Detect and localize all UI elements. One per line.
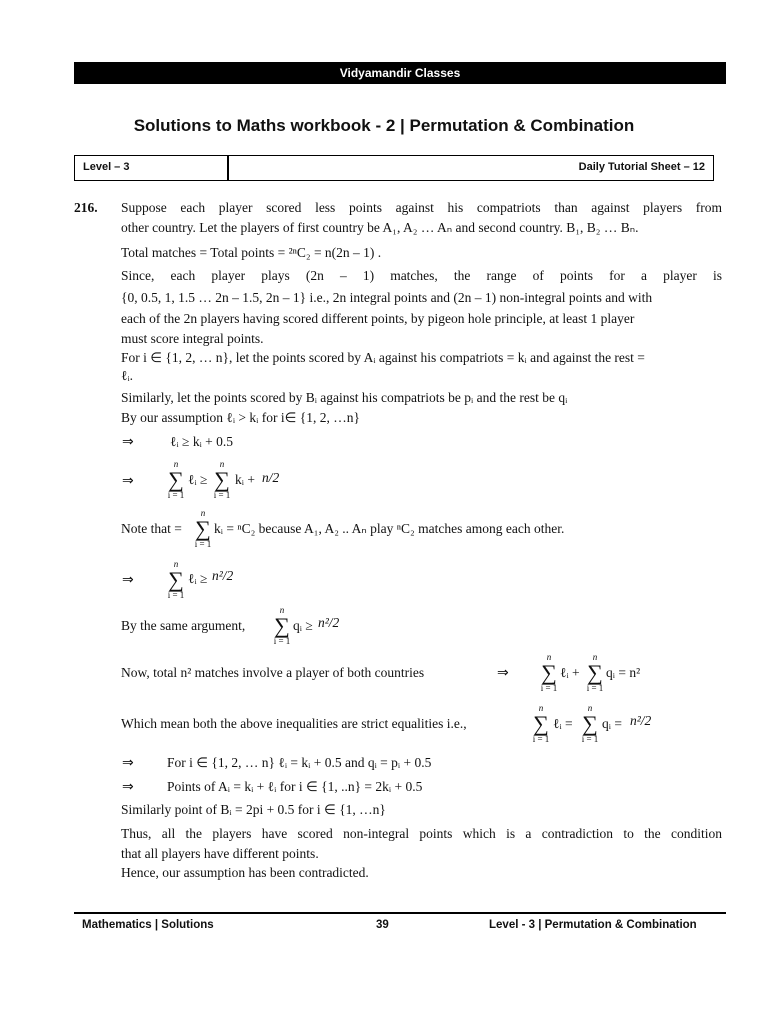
footer-right: Level - 3 | Permutation & Combination [489,919,697,931]
fraction-n2-over-2: n²/2 [630,713,652,728]
sigma-symbol: ∑ [541,660,557,685]
summation [193,509,213,549]
hence-text: Hence, our assumption has been contradicted. [121,865,369,880]
implies-arrow: ⇒ [122,779,134,795]
sum-lower-limit: i = 1 [167,490,185,500]
implies-arrow: ⇒ [122,755,134,771]
sheet-label: Daily Tutorial Sheet – 12 [578,161,705,173]
thus-line-1: Thus, all the players have scored non-integral points which is a contradiction to the condition [121,826,722,841]
level-box-divider [227,156,229,180]
sum-lower-limit: i = 1 [167,590,185,600]
fraction-n2-over-2: n²/2 [318,615,340,630]
summation [531,704,551,744]
sigma-symbol: ∑ [587,660,603,685]
footer-left: Mathematics | Solutions [82,919,214,931]
summation [166,460,186,500]
summation [166,560,186,600]
implies-arrow: ⇒ [122,434,134,450]
sigma-symbol: ∑ [195,516,211,541]
text-line-1: Suppose each player scored less points against his compatriots than against players from [121,200,722,215]
sum-lower-limit: i = 1 [586,683,604,693]
text-line-6: each of the 2n players having scored different points, by pigeon hole principle, at least 1 player [121,311,635,326]
question-number: 216. [74,200,98,215]
now-total-text: Now, total n² matches involve a player of both countries [121,665,425,680]
text-line-5: {0, 0.5, 1, 1.5 … 2n – 1.5, 2n – 1} i.e., 2n integral points and (2n – 1) non-integral points and with [121,290,653,305]
sum-lower-limit: i = 1 [532,734,550,744]
sum-upper-limit: n [200,508,206,518]
sigma-symbol: ∑ [274,613,290,638]
sigma-symbol: ∑ [533,711,549,736]
which-mean-text: Which mean both the above inequalities are strict equalities i.e., [121,716,467,731]
equation-2-lhs: ℓᵢ ≥ [188,472,208,487]
sigma-symbol: ∑ [214,467,230,492]
sum-upper-limit: n [173,459,179,469]
now-total-eq-a: ℓᵢ + [560,665,580,680]
page-title: Solutions to Maths workbook - 2 | Permutation & Combination [133,116,635,135]
sum-lower-limit: i = 1 [194,539,212,549]
sum-upper-limit: n [538,703,544,713]
sum-lower-limit: i = 1 [581,734,599,744]
note-that-label: Note that = [121,521,182,536]
text-line-7: must score integral points. [121,331,264,346]
summation [585,653,605,693]
implies-arrow: ⇒ [497,665,509,681]
summation [272,606,292,646]
text-line-9: ℓᵢ. [121,368,134,383]
summation [580,704,600,744]
level-label: Level – 3 [83,161,130,173]
step-2: Points of Aᵢ = kᵢ + ℓᵢ for i ∈ {1, ..n} = 2kᵢ + 0.5 [167,779,423,794]
same-argument-eq: qᵢ ≥ [293,618,313,633]
same-argument-label: By the same argument, [121,618,246,633]
text-line-3: Total matches = Total points = ²ⁿC₂ = n(2n – 1) . [121,245,382,260]
text-line-2: other country. Let the players of first country be A₁, A₂ … Aₙ and second country. B₁, B₂ … Bₙ. [121,220,639,235]
sum-upper-limit: n [587,703,593,713]
footer-divider [74,912,726,914]
fraction-n-over-2: n/2 [262,470,280,485]
step-1: For i ∈ {1, 2, … n} ℓᵢ = kᵢ + 0.5 and qᵢ = pᵢ + 0.5 [167,755,432,770]
text-line-10: Similarly, let the points scored by Bᵢ against his compatriots be pᵢ and the rest be qᵢ [121,390,568,405]
equation-2-rhs: kᵢ + [235,472,255,487]
equation-1: ℓᵢ ≥ kᵢ + 0.5 [170,434,234,449]
sum-lower-limit: i = 1 [213,490,231,500]
sigma-symbol: ∑ [582,711,598,736]
sigma-symbol: ∑ [168,467,184,492]
text-line-4: Since, each player plays (2n – 1) matches, the range of points for a player is [121,268,722,283]
page-number: 39 [376,919,389,931]
now-total-eq-b: qᵢ = n² [606,665,641,680]
level-box [74,155,714,181]
summation [539,653,559,693]
sum-upper-limit: n [279,605,285,615]
note-that-text: kᵢ = ⁿC₂ because A₁, A₂ .. Aₙ play ⁿC₂ matches among each other. [214,521,565,536]
which-mean-eq-a: ℓᵢ = [553,716,573,731]
similarly-text: Similarly point of Bᵢ = 2pi + 0.5 for i ∈ {1, …n} [121,802,386,817]
sum-upper-limit: n [219,459,225,469]
implies-arrow: ⇒ [122,473,134,489]
sigma-symbol: ∑ [168,567,184,592]
sum-upper-limit: n [546,652,552,662]
summation [212,460,232,500]
sum-lower-limit: i = 1 [273,636,291,646]
header-brand-bar: Vidyamandir Classes [74,62,726,84]
which-mean-eq-b: qᵢ = [602,716,622,731]
text-line-8: For i ∈ {1, 2, … n}, let the points scored by Aᵢ against his compatriots = kᵢ and against the rest = [121,350,645,365]
equation-3: ℓᵢ ≥ [188,571,208,586]
sum-upper-limit: n [173,559,179,569]
text-line-11: By our assumption ℓᵢ > kᵢ for i∈ {1, 2, …n} [121,410,360,425]
implies-arrow: ⇒ [122,572,134,588]
sum-lower-limit: i = 1 [540,683,558,693]
thus-line-2: that all players have different points. [121,846,319,861]
fraction-n2-over-2: n²/2 [212,568,234,583]
sum-upper-limit: n [592,652,598,662]
